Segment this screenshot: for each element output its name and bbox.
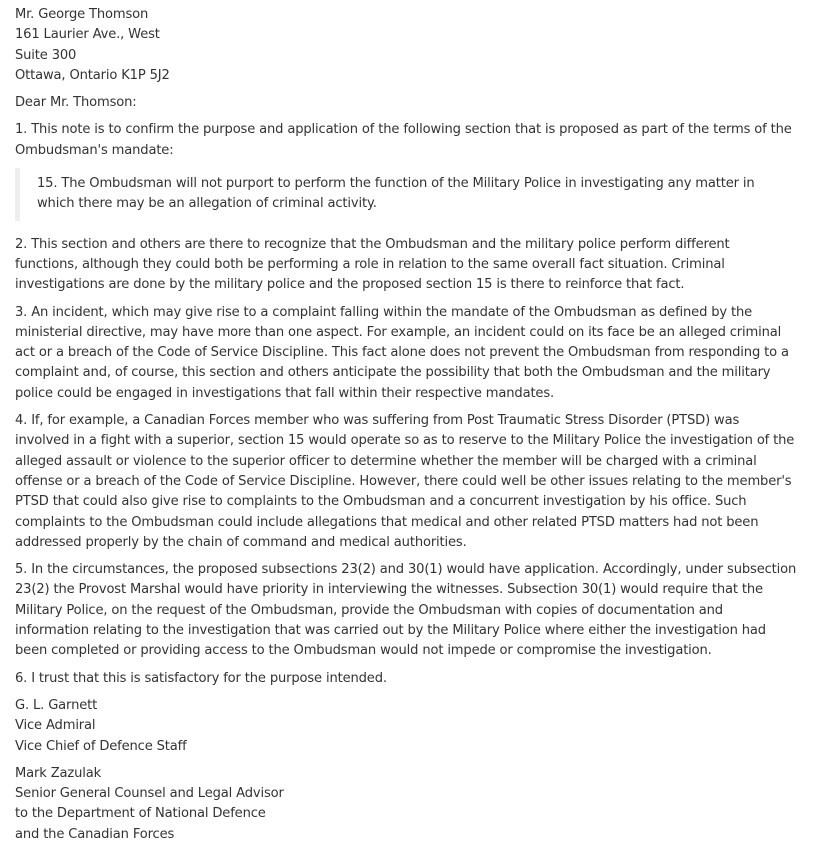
paragraph-line: 23(2) the Provost Marshal would have priority in interviewing the witnesses. Subsection 30(1) would require that the (15, 582, 763, 598)
signatory-title: to the Department of National Defence (15, 806, 266, 822)
paragraph-line: 2. This section and others are there to recognize that the Ombudsman and the military police perform different (15, 236, 730, 252)
paragraph-4 (15, 411, 795, 553)
paragraph-line: functions, although they could both be performing a role in relation to the same overall fact situation. Criminal (15, 256, 725, 272)
paragraph-line: offense or a breach of the Code of Service Discipline. However, there could well be other issues relating to the member's (15, 473, 792, 489)
paragraph-line: 3. An incident, which may give rise to a complaint falling within the mandate of the Ombudsman as defined by the (15, 304, 753, 320)
paragraph-line: involved in a fight with a superior, section 15 would operate so as to reserve to the Military Police the investigation of the (15, 433, 795, 449)
recipient-street: 161 Laurier Ave., West (15, 27, 160, 43)
paragraph-line: 1. This note is to confirm the purpose and application of the following section that is proposed as part of the terms of the (15, 122, 792, 138)
paragraph-line: complaint and, of course, this section and others anticipate the possibility that both the Ombudsman and the military (15, 365, 771, 381)
paragraph-line: information relating to the investigation that was carried out by the Military Police where either the investigation had (15, 623, 766, 639)
signatory-garnett (15, 696, 745, 757)
signatory-title: Vice Chief of Defence Staff (15, 738, 187, 754)
paragraph-6: 6. I trust that this is satisfactory for the purpose intended. (15, 670, 387, 686)
paragraph-5 (15, 560, 797, 661)
signatory-rank: Vice Admiral (15, 718, 96, 734)
paragraph-line: PTSD that could also give rise to complaints to the Ombudsman and a concurrent investigation by his office. Such (15, 494, 747, 510)
paragraph-2 (15, 235, 745, 296)
paragraph-3 (15, 303, 789, 404)
paragraph-line: 4. If, for example, a Canadian Forces member who was suffering from Post Traumatic Stress Disorder (PTSD) was (15, 413, 740, 429)
signatory-zazulak (15, 764, 745, 845)
signatory-name: G. L. Garnett (15, 697, 98, 713)
paragraph-line: Ombudsman's mandate: (15, 142, 174, 158)
paragraph-line: alleged assault or violence to the superior officer to determine whether the member will be charged with a criminal (15, 453, 757, 469)
quoted-section-15 (15, 168, 755, 221)
salutation: Dear Mr. Thomson: (15, 95, 137, 111)
paragraph-1 (15, 120, 792, 161)
paragraph-line: 5. In the circumstances, the proposed subsections 23(2) and 30(1) would have application. Accordingly, under subsection (15, 562, 797, 578)
quote-line: 15. The Ombudsman will not purport to perform the function of the Military Police in investigating any matter in (37, 176, 755, 192)
recipient-city: Ottawa, Ontario K1P 5J2 (15, 67, 170, 83)
signatory-title: Senior General Counsel and Legal Advisor (15, 786, 284, 802)
paragraph-line: investigations are done by the military police and the proposed section 15 is there to reinforce that fact. (15, 277, 685, 293)
paragraph-line: Military Police, on the request of the Ombudsman, provide the Ombudsman with copies of documentation and (15, 602, 723, 618)
signatory-title: and the Canadian Forces (15, 826, 175, 842)
recipient-name: Mr. George Thomson (15, 7, 149, 22)
paragraph-line: act or a breach of the Code of Service Discipline. This fact alone does not prevent the Ombudsman from responding to a (15, 345, 789, 361)
quote-line: which there may be an allegation of criminal activity. (37, 196, 377, 212)
recipient-suite: Suite 300 (15, 47, 77, 63)
paragraph-line: been completed or providing access to the Ombudsman would not impede or compromise the investigation. (15, 643, 712, 659)
signatory-name: Mark Zazulak (15, 765, 102, 781)
recipient-address (15, 5, 745, 86)
paragraph-line: addressed properly by the chain of command and medical authorities. (15, 534, 467, 550)
paragraph-line: police could be engaged in investigations that fall within their respective mandates. (15, 385, 555, 401)
paragraph-line: complaints to the Ombudsman could include allegations that medical and other related PTSD matters had not been (15, 514, 759, 530)
paragraph-line: ministerial directive, may have more than one aspect. For example, an incident could on its face be an alleged criminal (15, 324, 782, 340)
